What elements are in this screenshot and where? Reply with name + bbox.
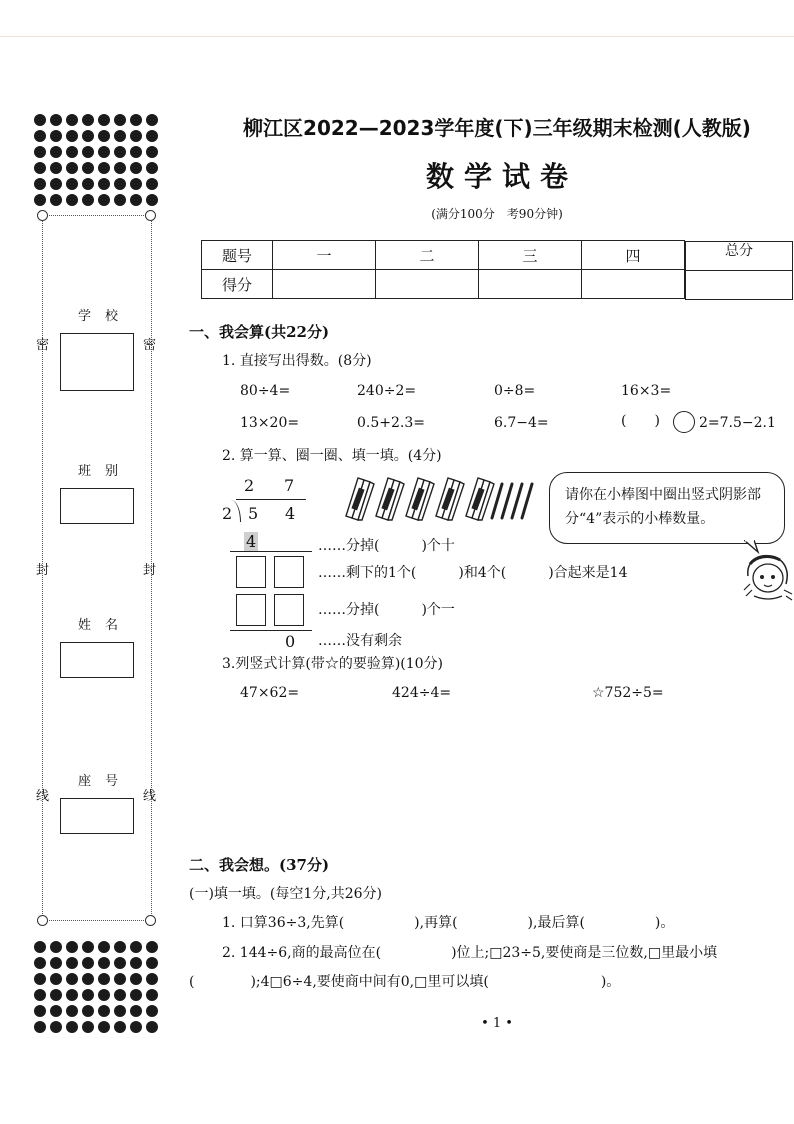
decorative-dot bbox=[114, 941, 126, 953]
name-label: 姓名 bbox=[77, 618, 132, 633]
q1-answer-blank[interactable]: ( ) bbox=[621, 413, 660, 429]
q2-title: 2. 算一算、圈一圈、填一填。(4分) bbox=[222, 448, 442, 464]
decorative-dot bbox=[50, 957, 62, 969]
decorative-dot bbox=[114, 194, 126, 206]
decorative-dot bbox=[146, 194, 158, 206]
decorative-dot bbox=[146, 162, 158, 174]
decorative-dot bbox=[98, 941, 110, 953]
decorative-dot bbox=[130, 194, 142, 206]
score-header-cell: 一 bbox=[273, 241, 376, 270]
decorative-dot bbox=[82, 989, 94, 1001]
binding-ring-icon bbox=[145, 210, 156, 221]
decorative-dot bbox=[146, 941, 158, 953]
score-header-cell: 三 bbox=[479, 241, 582, 270]
fill-in-line: ( );4□6÷4,要使商中间有0,□里可以填( )。 bbox=[189, 974, 621, 990]
score-table-score-row bbox=[202, 270, 686, 299]
seat-label: 座号 bbox=[77, 774, 132, 789]
section2-title: 二、我会想。(37分) bbox=[189, 856, 330, 874]
decorative-dot bbox=[50, 941, 62, 953]
binding-ring-icon bbox=[145, 915, 156, 926]
seal-word-feng-left: 封 bbox=[36, 563, 50, 578]
q1-item: 2=7.5−2.1 bbox=[699, 415, 776, 431]
answer-box[interactable] bbox=[236, 556, 266, 588]
school-label: 学校 bbox=[77, 309, 132, 324]
decorative-dot bbox=[130, 162, 142, 174]
seal-word-feng-right: 封 bbox=[143, 563, 157, 578]
decorative-dot bbox=[98, 973, 110, 985]
score-table-header-row bbox=[202, 241, 686, 270]
decorative-dot bbox=[82, 194, 94, 206]
decorative-dot bbox=[50, 989, 62, 1001]
score-header-cell: 二 bbox=[376, 241, 479, 270]
decorative-dot bbox=[130, 989, 142, 1001]
school-field[interactable] bbox=[60, 333, 134, 391]
q3-title: 3.列竖式计算(带☆的要验算)(10分) bbox=[222, 656, 444, 672]
q3-item: ☆752÷5= bbox=[592, 685, 664, 701]
fill-in-line: 2. 144÷6,商的最高位在( )位上;□23÷5,要使商是三位数,□里最小填 bbox=[222, 945, 718, 961]
decorative-dot bbox=[82, 941, 94, 953]
stick-bundle-icon bbox=[376, 478, 404, 520]
decorative-dot bbox=[66, 178, 78, 190]
score-header-cell: 题号 bbox=[202, 241, 273, 270]
binding-ring-icon bbox=[37, 210, 48, 221]
shaded-digit: 4 bbox=[246, 532, 257, 551]
decorative-dot bbox=[146, 178, 158, 190]
decorative-dot bbox=[50, 973, 62, 985]
decorative-dot bbox=[66, 957, 78, 969]
score-cell[interactable] bbox=[376, 270, 479, 299]
decorative-dot bbox=[114, 178, 126, 190]
counting-sticks-picture[interactable] bbox=[340, 474, 540, 524]
decorative-dot bbox=[82, 162, 94, 174]
division-note: ……剩下的1个( )和4个( )合起来是14 bbox=[318, 565, 628, 581]
divisor-digit: 2 bbox=[222, 504, 233, 523]
operator-circle-blank[interactable] bbox=[673, 411, 695, 433]
score-row-label: 得分 bbox=[202, 270, 273, 299]
decorative-dot bbox=[98, 957, 110, 969]
decorative-dot bbox=[66, 146, 78, 158]
decorative-dot bbox=[130, 973, 142, 985]
score-cell[interactable] bbox=[479, 270, 582, 299]
single-sticks-icon bbox=[492, 484, 532, 518]
subject-title: 数学试卷 bbox=[425, 160, 578, 193]
score-table bbox=[201, 240, 753, 299]
girl-illustration-icon bbox=[740, 550, 794, 602]
decorative-dot bbox=[50, 178, 62, 190]
decorative-dot bbox=[114, 957, 126, 969]
decorative-dot bbox=[146, 989, 158, 1001]
seal-word-mi-left: 密 bbox=[36, 338, 50, 353]
q1-item: 0÷8= bbox=[494, 383, 536, 399]
q1-item: 0.5+2.3= bbox=[357, 415, 425, 431]
decorative-dot bbox=[82, 146, 94, 158]
decorative-dot bbox=[34, 989, 46, 1001]
decorative-dot bbox=[130, 957, 142, 969]
q3-item: 47×62= bbox=[240, 685, 300, 701]
decorative-dot bbox=[50, 162, 62, 174]
decorative-dot bbox=[82, 957, 94, 969]
quotient-digit: 2 bbox=[244, 476, 255, 495]
seal-word-xian-right: 线 bbox=[143, 789, 157, 804]
scan-edge-line bbox=[0, 36, 794, 37]
answer-box[interactable] bbox=[274, 594, 304, 626]
decorative-dot bbox=[114, 146, 126, 158]
decorative-dot bbox=[130, 178, 142, 190]
answer-box[interactable] bbox=[274, 556, 304, 588]
decorative-dot bbox=[50, 146, 62, 158]
seat-field[interactable] bbox=[60, 798, 134, 834]
division-step-line bbox=[230, 630, 312, 631]
decorative-dot bbox=[34, 178, 46, 190]
stick-bundle-icon bbox=[346, 478, 374, 520]
division-note: ……分掉( )个一 bbox=[318, 602, 455, 618]
decorative-dot bbox=[34, 146, 46, 158]
speech-bubble-text: 请你在小棒图中圈出竖式阴影部分“4”表示的小棒数量。 bbox=[565, 487, 761, 527]
decorative-dot bbox=[50, 194, 62, 206]
score-header-cell: 四 bbox=[582, 241, 685, 270]
fill-in-line: 1. 口算36÷3,先算( ),再算( ),最后算( )。 bbox=[222, 915, 675, 931]
score-header-cell: 总分 bbox=[685, 241, 793, 271]
decorative-dot bbox=[34, 162, 46, 174]
decorative-dot bbox=[98, 194, 110, 206]
binding-strip-bottom-line bbox=[42, 920, 150, 921]
decorative-dot bbox=[66, 941, 78, 953]
decorative-dot bbox=[130, 941, 142, 953]
q1-item: 13×20= bbox=[240, 415, 300, 431]
division-bar bbox=[236, 499, 306, 500]
decorative-dot bbox=[66, 989, 78, 1001]
exam-note: (满分100分 考90分钟) bbox=[431, 207, 563, 221]
section1-title: 一、我会算(共22分) bbox=[189, 323, 330, 341]
seal-word-xian-left: 线 bbox=[36, 789, 50, 804]
division-note: ……分掉( )个十 bbox=[318, 538, 455, 554]
decorative-dot bbox=[66, 973, 78, 985]
decorative-dot bbox=[146, 957, 158, 969]
binding-ring-icon bbox=[37, 915, 48, 926]
dividend-digit: 4 bbox=[285, 504, 296, 523]
score-cell[interactable] bbox=[582, 270, 685, 299]
division-step-line bbox=[230, 551, 312, 552]
score-cell[interactable] bbox=[273, 270, 376, 299]
decorative-dot bbox=[114, 989, 126, 1001]
decorative-dot bbox=[66, 162, 78, 174]
decorative-dot bbox=[34, 973, 46, 985]
decorative-dot bbox=[82, 973, 94, 985]
seal-word-mi-right: 密 bbox=[143, 338, 157, 353]
name-field[interactable] bbox=[60, 642, 134, 678]
answer-box[interactable] bbox=[236, 594, 266, 626]
decorative-dot bbox=[114, 973, 126, 985]
final-remainder: 0 bbox=[285, 632, 296, 651]
class-field[interactable] bbox=[60, 488, 134, 524]
dividend-digit: 5 bbox=[248, 504, 259, 523]
decorative-dot bbox=[34, 957, 46, 969]
decorative-dot bbox=[98, 989, 110, 1001]
q1-item: 6.7−4= bbox=[494, 415, 549, 431]
division-note: ……没有剩余 bbox=[318, 633, 402, 649]
stick-bundle-icon bbox=[406, 478, 434, 520]
page-number: • 1 • bbox=[481, 1016, 513, 1031]
q1-item: 16×3= bbox=[621, 383, 672, 399]
decorative-dot bbox=[34, 194, 46, 206]
q1-title: 1. 直接写出得数。(8分) bbox=[222, 353, 372, 369]
binding-strip-top-line bbox=[42, 215, 150, 216]
exam-title: 柳江区2022—2023学年度(下)三年级期末检测(人教版) bbox=[243, 116, 751, 140]
stick-bundle-icon bbox=[436, 478, 464, 520]
decorative-dot bbox=[98, 146, 110, 158]
decorative-dot bbox=[146, 973, 158, 985]
class-label: 班别 bbox=[77, 464, 132, 479]
decorative-dot bbox=[114, 162, 126, 174]
q1-item: 80÷4= bbox=[240, 383, 291, 399]
decorative-dot bbox=[98, 162, 110, 174]
section2-part1-title: (一)填一填。(每空1分,共26分) bbox=[189, 886, 383, 902]
decorative-dot bbox=[146, 146, 158, 158]
quotient-digit: 7 bbox=[284, 476, 295, 495]
q1-item: 240÷2= bbox=[357, 383, 417, 399]
stick-bundle-icon bbox=[466, 478, 494, 520]
decorative-dot bbox=[66, 194, 78, 206]
decorative-dot bbox=[130, 146, 142, 158]
q3-item: 424÷4= bbox=[392, 685, 452, 701]
decorative-dot bbox=[98, 178, 110, 190]
decorative-dot bbox=[34, 941, 46, 953]
score-cell[interactable] bbox=[685, 270, 793, 300]
decorative-dot bbox=[82, 178, 94, 190]
